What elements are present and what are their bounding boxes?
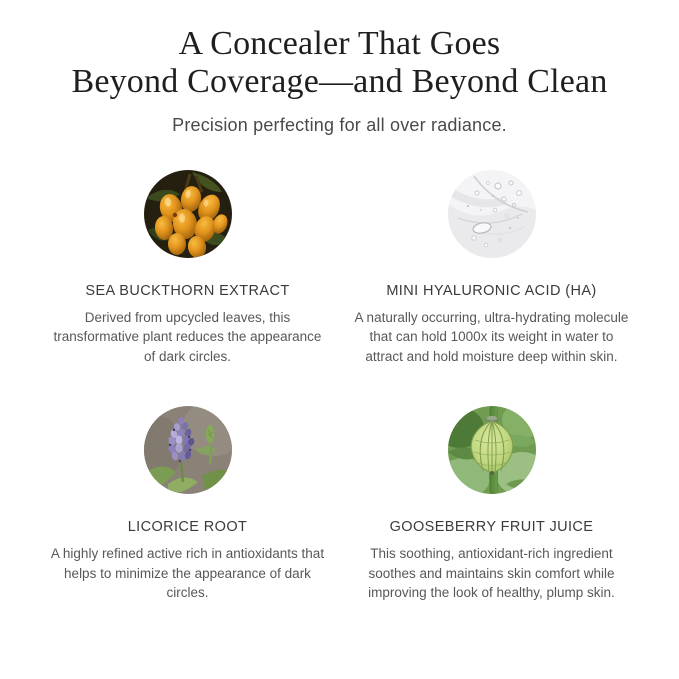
ingredient-card-hyaluronic-acid (346, 170, 638, 366)
sea-buckthorn-berries-image (144, 170, 232, 258)
ingredient-name-licorice-root: LICORICE ROOT (127, 519, 248, 536)
page-title-line2: Beyond Coverage—and Beyond Clean (71, 63, 608, 101)
page-title (0, 25, 679, 102)
hydrating-gel-texture-image (448, 170, 536, 258)
header (0, 0, 679, 136)
licorice-flower-image (144, 406, 232, 494)
gooseberry-fruit-image (448, 406, 536, 494)
ingredient-card-sea-buckthorn (42, 170, 334, 366)
page-title-line1: A Concealer That Goes (178, 25, 501, 62)
ingredient-desc-hyaluronic-acid: A naturally occurring, ultra-hydrating molecule that can hold 1000x its weight in water to attract and hold moisture deep within skin. (354, 309, 629, 364)
ingredient-name-hyaluronic-acid: MINI HYALURONIC ACID (HA) (386, 282, 597, 299)
ingredient-desc-sea-buckthorn: Derived from upcycled leaves, this transformative plant reduces the appearance of dark circles. (53, 309, 322, 364)
ingredient-card-gooseberry (346, 406, 638, 602)
ingredient-name-gooseberry: GOOSEBERRY FRUIT JUICE (389, 519, 594, 536)
ingredient-card-licorice-root (42, 406, 334, 602)
ingredient-desc-gooseberry: This soothing, antioxidant-rich ingredient soothes and maintains skin comfort while improving the look of healthy, plump skin. (368, 546, 615, 600)
page-subtitle: Precision perfecting for all over radiance. (172, 114, 507, 135)
ingredient-grid (0, 170, 679, 603)
ingredient-name-sea-buckthorn: SEA BUCKTHORN EXTRACT (85, 282, 290, 299)
ingredient-desc-licorice-root: A highly refined active rich in antioxidants that helps to minimize the appearance of dark circles. (50, 546, 325, 600)
